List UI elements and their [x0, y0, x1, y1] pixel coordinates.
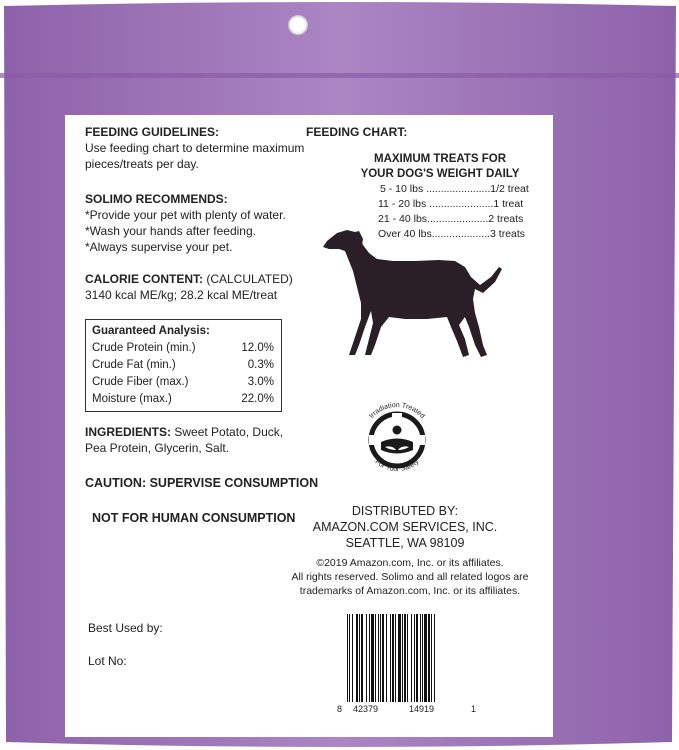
analysis-label: Crude Fat (min.) [92, 359, 176, 371]
analysis-value: 0.3% [247, 359, 274, 371]
ingredients-heading: INGREDIENTS: [85, 425, 172, 439]
barcode-bar [382, 614, 384, 702]
zip-seal [0, 73, 679, 78]
analysis-title: Guaranteed Analysis: [92, 325, 210, 337]
barcode-bar [420, 614, 421, 702]
barcode-bar [395, 614, 396, 702]
distributor-line1: DISTRIBUTED BY: [351, 504, 459, 518]
barcode-bar [347, 614, 348, 702]
caution-text: CAUTION: SUPERVISE CONSUMPTION [85, 476, 319, 490]
barcode-digit: 8 [337, 704, 343, 714]
hang-hole [288, 15, 308, 35]
best-used-by-label: Best Used by: [88, 621, 163, 635]
chart-title-line2: YOUR DOG'S WEIGHT DAILY [360, 168, 520, 180]
feeding-guidelines-line: pieces/treats per day. [85, 157, 199, 171]
analysis-label: Moisture (max.) [92, 393, 172, 405]
barcode-bar [366, 614, 367, 702]
solimo-heading: SOLIMO RECOMMENDS: [85, 192, 228, 206]
barcode-bar [380, 614, 381, 702]
legal-line: All rights reserved. Solimo and all related logos are [291, 571, 529, 583]
analysis-label: Crude Protein (min.) [92, 342, 196, 354]
solimo-line: *Wash your hands after feeding. [85, 224, 256, 238]
legal-line: trademarks of Amazon.com, Inc. or its affiliates. [299, 585, 521, 597]
dog-silhouette [315, 227, 505, 362]
barcode-bar [349, 614, 350, 702]
barcode-bar [431, 614, 432, 702]
analysis-value: 3.0% [247, 376, 274, 388]
barcode-bar [378, 614, 379, 702]
feeding-guidelines-line: Use feeding chart to determine maximum [85, 141, 305, 155]
ingredients-text: Sweet Potato, Duck, [174, 425, 284, 439]
chart-title-line1: MAXIMUM TREATS FOR [373, 153, 507, 165]
barcode-bar [414, 614, 415, 702]
back-label [65, 115, 553, 737]
seal-top-text: Irradiation Treated [368, 401, 426, 420]
barcode-bar [398, 614, 401, 702]
barcode-bar [361, 614, 363, 702]
barcode-bar [371, 614, 374, 702]
distributor-line3: SEATTLE, WA 98109 [345, 536, 465, 550]
ingredients-line2: Pea Protein, Glycerin, Salt. [85, 441, 230, 455]
feeding-guidelines-heading: FEEDING GUIDELINES: [85, 125, 220, 139]
analysis-value: 22.0% [241, 393, 274, 405]
analysis-row [92, 375, 274, 390]
barcode [346, 614, 468, 702]
ingredients-line1 [85, 424, 283, 440]
barcode-bar [392, 614, 394, 702]
barcode-digit: 1 [471, 704, 477, 714]
analysis-row [92, 392, 274, 407]
legal-line: ©2019 Amazon.com, Inc. or its affiliates. [316, 557, 504, 569]
barcode-bar [390, 614, 391, 702]
chart-row: 5 - 10 lbs ......................1/2 treat [380, 183, 529, 195]
analysis-label: Crude Fiber (max.) [92, 376, 189, 388]
calorie-heading [85, 271, 293, 287]
chart-row: 11 - 20 lbs ......................1 treat [378, 198, 524, 210]
barcode-bar [404, 614, 406, 702]
barcode-bar [411, 614, 412, 702]
feeding-chart-heading: FEEDING CHART: [306, 125, 408, 139]
barcode-bar [428, 614, 430, 702]
barcode-bar [386, 614, 387, 702]
not-for-human-text: NOT FOR HUMAN CONSUMPTION [92, 511, 296, 525]
chart-row: 21 - 40 lbs.....................2 treats [378, 213, 524, 225]
analysis-row [92, 341, 274, 356]
barcode-bar [359, 614, 360, 702]
barcode-bar [369, 614, 370, 702]
analysis-value: 12.0% [241, 342, 274, 354]
distributor-line2: AMAZON.COM SERVICES, INC. [312, 520, 498, 534]
radura-seal-icon [352, 395, 442, 485]
chart-row: Over 40 lbs....................3 treats [378, 228, 526, 240]
analysis-row [92, 358, 274, 373]
barcode-bar [424, 614, 427, 702]
lot-no-label: Lot No: [88, 654, 127, 668]
solimo-line: *Provide your pet with plenty of water. [85, 208, 286, 222]
calorie-line: 3140 kcal ME/kg; 28.2 kcal ME/treat [85, 288, 278, 302]
calorie-heading-label: CALORIE CONTENT: [85, 272, 203, 286]
barcode-bar [416, 614, 418, 702]
barcode-bar [407, 614, 408, 702]
solimo-line: *Always supervise your pet. [85, 240, 233, 254]
calorie-heading-suffix: (CALCULATED) [206, 272, 293, 286]
barcode-bar [352, 614, 353, 702]
barcode-bar [375, 614, 376, 702]
barcode-digits: 42379 [353, 704, 379, 714]
barcode-digits: 14919 [409, 704, 435, 714]
seal-bottom-text: For Your Safety [373, 458, 421, 474]
barcode-bar [434, 614, 435, 702]
barcode-bar [356, 614, 358, 702]
barcode-bar [422, 614, 423, 702]
barcode-bar [402, 614, 403, 702]
guaranteed-analysis-box [85, 319, 282, 412]
